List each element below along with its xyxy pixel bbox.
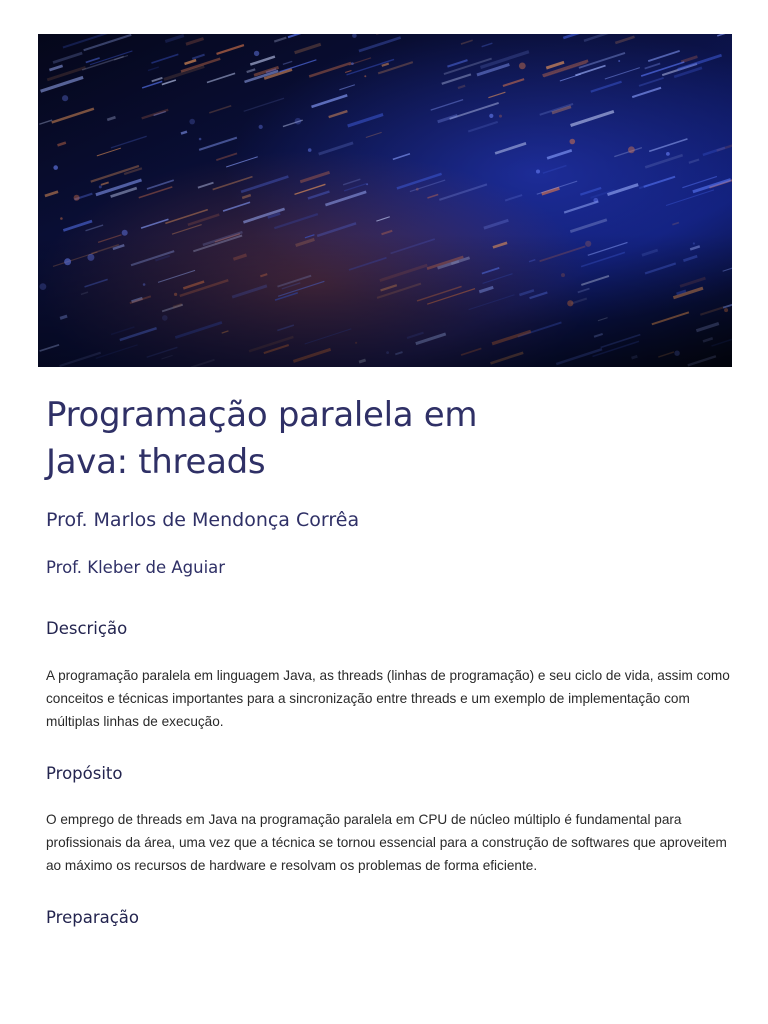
hero-image: [38, 34, 732, 367]
section-text-descricao: A programação paralela em linguagem Java, as threads (linhas de programação) e seu ciclo de vida, assim como conceitos e técnicas importantes para a sincronização entre threads e um exemplo de implementação com múltiplas linhas de execução.: [46, 668, 730, 729]
section-heading-descricao: Descrição: [46, 619, 128, 638]
page-title: Programação paralela em Java: threads: [46, 395, 478, 482]
author-name: Prof. Marlos de Mendonça Corrêa: [46, 509, 360, 531]
section-text-proposito: O emprego de threads em Java na programação paralela em CPU de núcleo múltiplo é fundamental para profissionais da área, uma vez que a técnica se tornou essencial para a construção de softwares que aproveitem ao máximo os recursos de hardware e resolvam os problemas de forma eficiente.: [46, 812, 727, 873]
section-heading-preparacao: Preparação: [46, 908, 139, 927]
author-name: Prof. Kleber de Aguiar: [46, 558, 226, 577]
section-heading-proposito: Propósito: [46, 764, 123, 783]
code-background-illustration: [38, 34, 732, 367]
